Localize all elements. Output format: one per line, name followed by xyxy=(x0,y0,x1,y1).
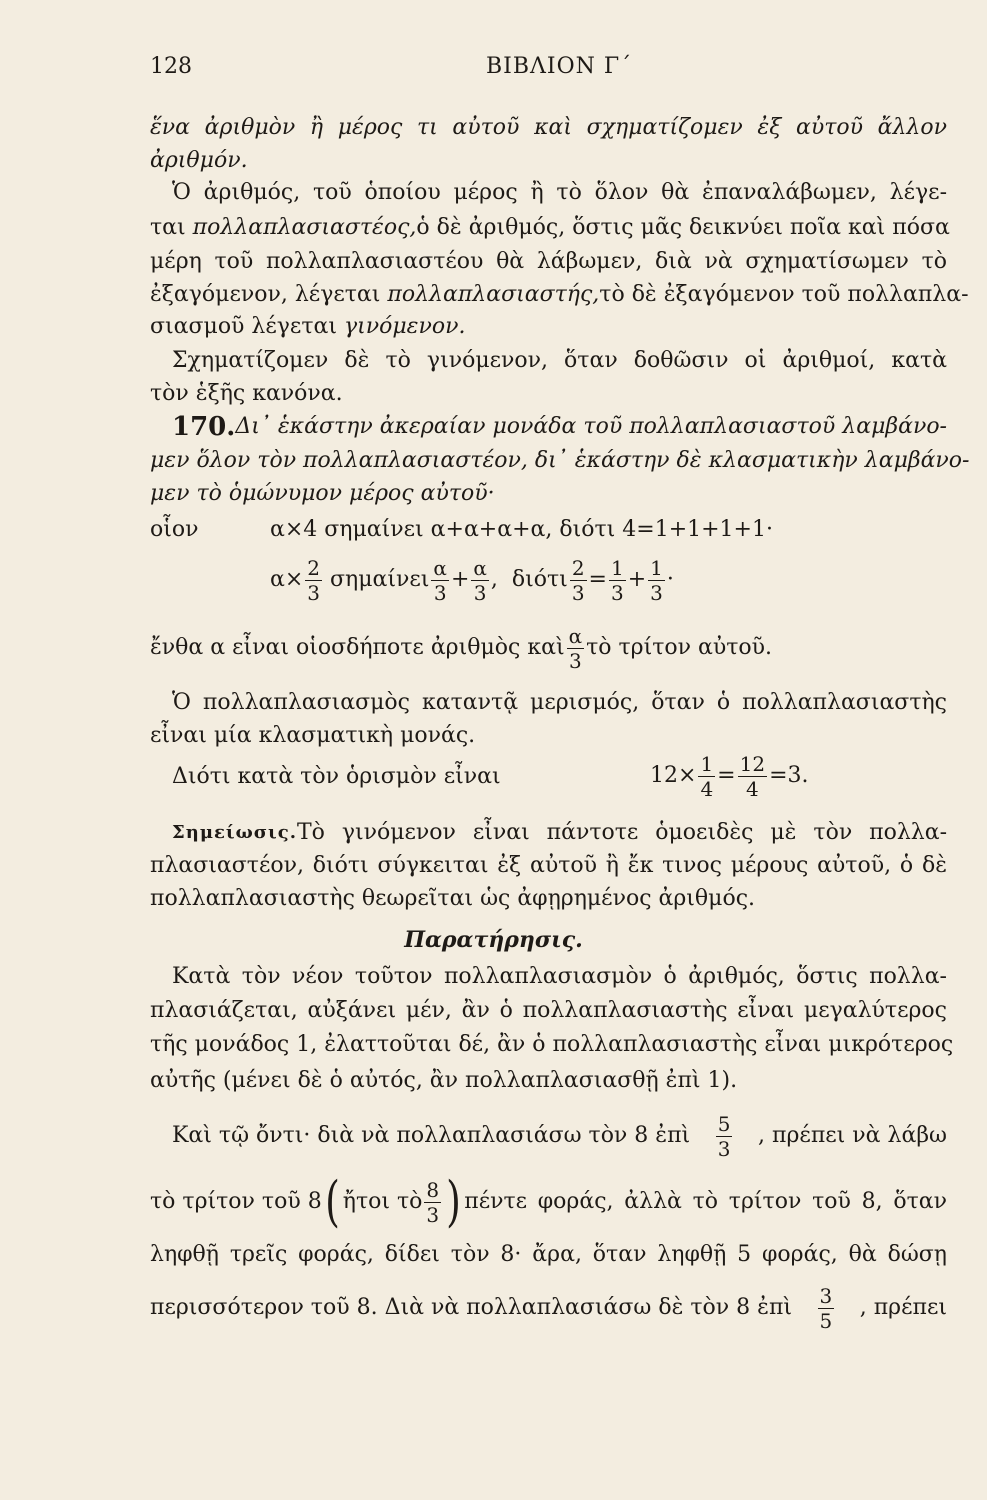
fraction: $\frac{1}{3}$ xyxy=(610,555,624,605)
text-line: ἀριθμόν. xyxy=(150,148,248,173)
term-product: γινόμενον. xyxy=(343,314,466,339)
text-line: ἕνα ἀριθμὸν ἢ μέρος τι αὐτοῦ καὶ σχηματίζομεν ἐξ αὐτοῦ ἄλλον xyxy=(150,115,947,140)
rule-line: μεν τὸ ὁμώνυμον μέρος αὐτοῦ· xyxy=(150,481,495,506)
fraction: $\frac{8}{3}$ xyxy=(426,1177,440,1227)
note-line: πλασιαστέον, διότι σύγκειται ἐξ αὐτοῦ ἢ ἔκ τινος μέρους αὐτοῦ, ὁ δὲ xyxy=(150,853,947,878)
section-number: 170. xyxy=(172,412,236,442)
text-line: αὐτῆς (μένει δὲ ὁ αὐτός, ἂν πολλαπλασιασθῇ ἐπὶ 1). xyxy=(150,1068,738,1093)
note-line: πολλαπλασιαστὴς θεωρεῖται ὡς ἀφῃρημένος ἀριθμός. xyxy=(150,886,756,911)
fraction: $\frac{\alpha}{3}$ xyxy=(433,555,447,605)
definition-text: Διότι κατὰ τὸν ὁρισμὸν εἶναι xyxy=(172,764,501,789)
text-line: Σχηματίζομεν δὲ τὸ γινόμενον, ὅταν δοθῶσιν οἱ ἀριθμοί, κατὰ xyxy=(172,348,947,373)
fraction: $\frac{2}{3}$ xyxy=(307,555,321,605)
text-line: πλασιάζεται, αὐξάνει μέν, ἂν ὁ πολλαπλασιαστὴς εἶναι μεγαλύτερος xyxy=(150,998,947,1023)
text-line: Ὁ πολλαπλασιασμὸς καταντᾷ μερισμός, ὅταν ὁ πολλαπλασιαστὴς xyxy=(172,690,947,715)
text-line: τὸ τρίτον τοῦ 8 ( ἤτοι τὸ $\frac{8}{3}$ ) πέντε φοράς, ἀλλὰ τὸ τρίτον τοῦ 8, ὅταν xyxy=(150,1170,947,1233)
example-note: ἔνθα α εἶναι οἱοσδήποτε ἀριθμὸς καὶ $\frac{\alpha}{3}$ τὸ τρίτον αὐτοῦ. xyxy=(150,623,773,673)
rule-line: 170. Δι᾽ ἑκάστην ἀκεραίαν μονάδα τοῦ πολλαπλασιαστοῦ λαμβάνο- xyxy=(172,412,947,442)
text-line: σιασμοῦ λέγεται γινόμενον. xyxy=(150,314,466,339)
fraction: $\frac{\alpha}{3}$ xyxy=(473,555,487,605)
text-line: Καὶ τῷ ὄντι· διὰ νὰ πολλαπλασιάσω τὸν 8 ἐπὶ $\frac{5}{3}$ , πρέπει νὰ λάβω xyxy=(172,1111,947,1161)
fraction: $\frac{\alpha}{3}$ xyxy=(568,623,583,673)
definition-equation: 12× $\frac{1}{4}$ = $\frac{12}{4}$ =3. xyxy=(650,751,809,801)
text-line: ται πολλαπλασιαστέος, ὁ δὲ ἀριθμός, ὅστις μᾶς δεικνύει ποῖα καὶ πόσα xyxy=(150,215,950,240)
text-line: εἶναι μία κλασματικὴ μονάς. xyxy=(150,723,476,748)
text-line: Κατὰ τὸν νέον τοῦτον πολλαπλασιασμὸν ὁ ἀριθμός, ὅστις πολλα- xyxy=(172,964,947,989)
text-line: ἐξαγόμενον, λέγεται πολλαπλασιαστής, τὸ δὲ ἐξαγόμενον τοῦ πολλαπλα- xyxy=(150,282,969,307)
term-multiplier: πολλαπλασιαστής, xyxy=(387,282,600,307)
fraction: $\frac{1}{4}$ xyxy=(700,751,714,801)
text-line: τῆς μονάδος 1, ἐλαττοῦται δέ, ἂν ὁ πολλαπλασιαστὴς εἶναι μικρότερος xyxy=(150,1032,954,1057)
text-line: ληφθῇ τρεῖς φοράς, δίδει τὸν 8· ἄρα, ὅταν ληφθῇ 5 φοράς, θὰ δώσῃ xyxy=(150,1242,947,1267)
text-line: τὸν ἑξῆς κανόνα. xyxy=(150,381,343,406)
rule-line: μεν ὅλον τὸν πολλαπλασιαστέον, δι᾽ ἑκάστην δὲ κλασματικὴν λαμβάνο- xyxy=(150,448,970,473)
note-label: Σημείωσις. xyxy=(172,822,297,843)
equation-2: α× $\frac{2}{3}$ σημαίνει $\frac{\alpha}{3}$ + $\frac{\alpha}{3}$ , διότι $\frac{2}{3}$ = $\frac{1}{3}$ + $\frac{1}{3}$ · xyxy=(270,555,674,605)
running-title: ΒΙΒΛΙΟΝ Γ΄ xyxy=(486,54,633,79)
section-heading: Παρατήρησις. xyxy=(404,927,583,953)
page-number: 128 xyxy=(150,54,192,79)
fraction: $\frac{12}{4}$ xyxy=(739,751,766,801)
text-line: περισσότερον τοῦ 8. Διὰ νὰ πολλαπλασιάσω δὲ τὸν 8 ἐπὶ $\frac{3}{5}$ , πρέπει xyxy=(150,1283,947,1333)
example-label: οἷον xyxy=(150,517,199,542)
fraction: $\frac{1}{3}$ xyxy=(650,555,663,605)
note-line: Σημείωσις. Τὸ γινόμενον εἶναι πάντοτε ὁμοειδὲς μὲ τὸν πολλα- xyxy=(172,818,947,848)
left-parenthesis: ( xyxy=(324,1170,340,1233)
text-line: Ὁ ἀριθμός, τοῦ ὁποίου μέρος ἢ τὸ ὅλον θὰ ἐπαναλάβωμεν, λέγε- xyxy=(172,180,947,205)
fraction: $\frac{5}{3}$ xyxy=(717,1111,731,1161)
text-line: μέρη τοῦ πολλαπλασιαστέου θὰ λάβωμεν, διὰ νὰ σχηματίσωμεν τὸ xyxy=(150,249,947,274)
right-parenthesis: ) xyxy=(446,1170,462,1233)
equation-1: α×4 σημαίνει α+α+α+α, διότι 4=1+1+1+1· xyxy=(270,517,773,542)
fraction: $\frac{3}{5}$ xyxy=(819,1283,833,1333)
fraction: $\frac{2}{3}$ xyxy=(571,555,585,605)
term-multiplicand: πολλαπλασιαστέος, xyxy=(192,215,417,240)
